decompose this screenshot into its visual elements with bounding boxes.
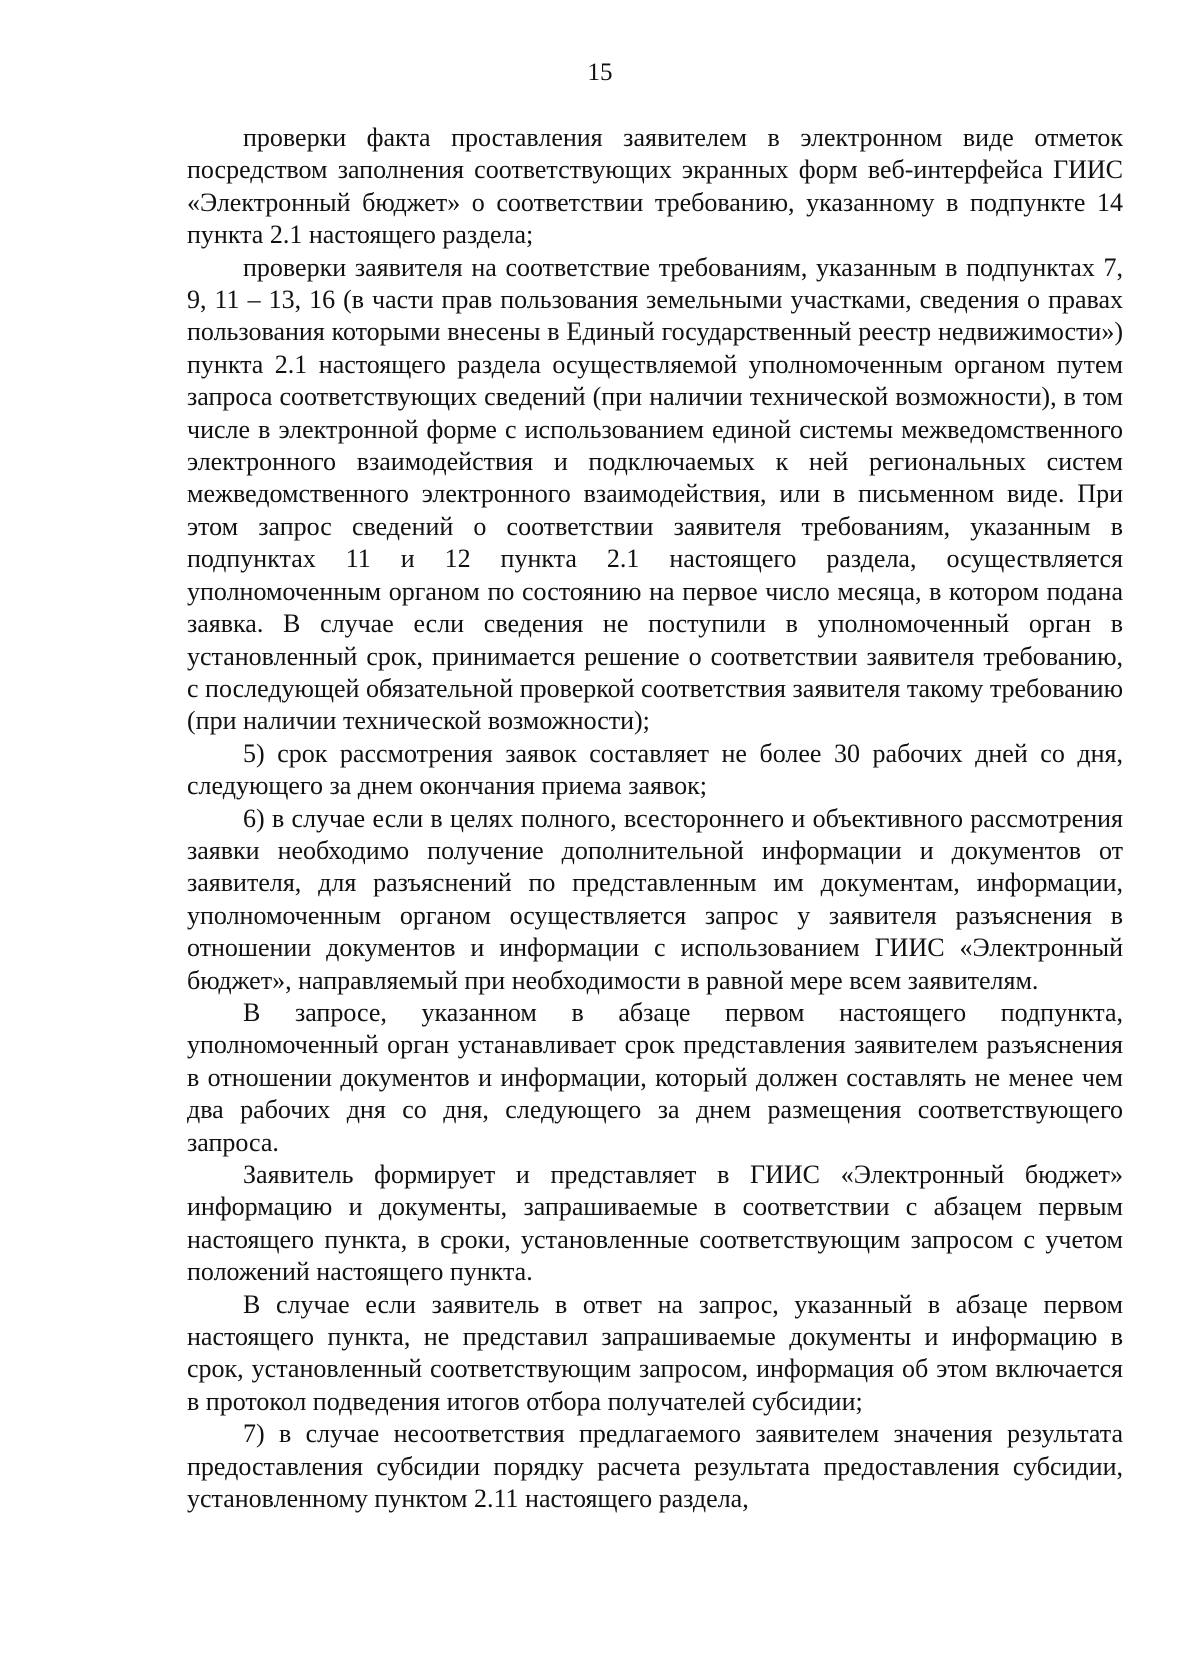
paragraph-request-deadline: В запросе, указанном в абзаце первом настоящего подпункта, уполномоченный орган устанавливает срок представления заявителем разъяснения в отношении документов и информации, который должен составлять не менее чем два рабочих дня со дня, следующего за днем размещения соответствующего запроса. <box>187 997 1123 1157</box>
paragraph-item-7: 7) в случае несоответствия предлагаемого заявителем значения результата предоставления субсидии порядку расчета результата предоставления субсидии, установленному пунктом 2.11 настоящего раздела, <box>187 1419 1123 1514</box>
paragraph-item-5: 5) срок рассмотрения заявок составляет не более 30 рабочих дней со дня, следующего за днем окончания приема заявок; <box>187 738 1123 801</box>
page-number: 15 <box>587 59 613 86</box>
document-body <box>187 122 1123 1515</box>
paragraph-applicant-submits: Заявитель формирует и представляет в ГИИС «Электронный бюджет» информацию и документы, запрашиваемые в соответствии с абзацем первым настоящего пункта, в сроки, установленные соответствующим запросом с учетом положений настоящего пункта. <box>187 1160 1123 1287</box>
paragraph-item-6: 6) в случае если в целях полного, всестороннего и объективного рассмотрения заявки необходимо получение дополнительной информации и документов от заявителя, для разъяснений по представленным им документам, информации, уполномоченным органом осуществляется запрос у заявителя разъяснения в отношении документов и информации с использованием ГИИС «Электронный бюджет», направляемый при необходимости в равной мере всем заявителям. <box>187 803 1123 995</box>
paragraph-no-response: В случае если заявитель в ответ на запрос, указанный в абзаце первом настоящего пункта, не представил запрашиваемые документы и информацию в срок, установленный соответствующим запросом, информация об этом включается в протокол подведения итогов отбора получателей субсидии; <box>187 1289 1123 1416</box>
paragraph-fact-check: проверки факта проставления заявителем в электронном виде отметок посредством заполнения соответствующих экранных форм веб-интерфейса ГИИС «Электронный бюджет» о соответствии требованию, указанному в подпункте 14 пункта 2.1 настоящего раздела; <box>187 123 1123 250</box>
paragraph-applicant-check: проверки заявителя на соответствие требованиям, указанным в подпунктах 7, 9, 11 – 13, 16 (в части прав пользования земельными участками, сведения о правах пользования которыми внесены в Единый государственный реестр недвижимости») пункта 2.1 настоящего раздела осуществляемой уполномоченным органом путем запроса соответствующих сведений (при наличии технической возможности), в том числе в электронной форме с использованием единой системы межведомственного электронного взаимодействия и подключаемых к ней региональных систем межведомственного электронного взаимодействия, или в письменном виде. При этом запрос сведений о соответствии заявителя требованиям, указанным в подпунктах 11 и 12 пункта 2.1 настоящего раздела, осуществляется уполномоченным органом по состоянию на первое число месяца, в котором подана заявка. В случае если сведения не поступили в уполномоченный орган в установленный срок, принимается решение о соответствии заявителя требованию, с последующей обязательной проверкой соответствия заявителя такому требованию (при наличии технической возможности); <box>187 252 1123 736</box>
